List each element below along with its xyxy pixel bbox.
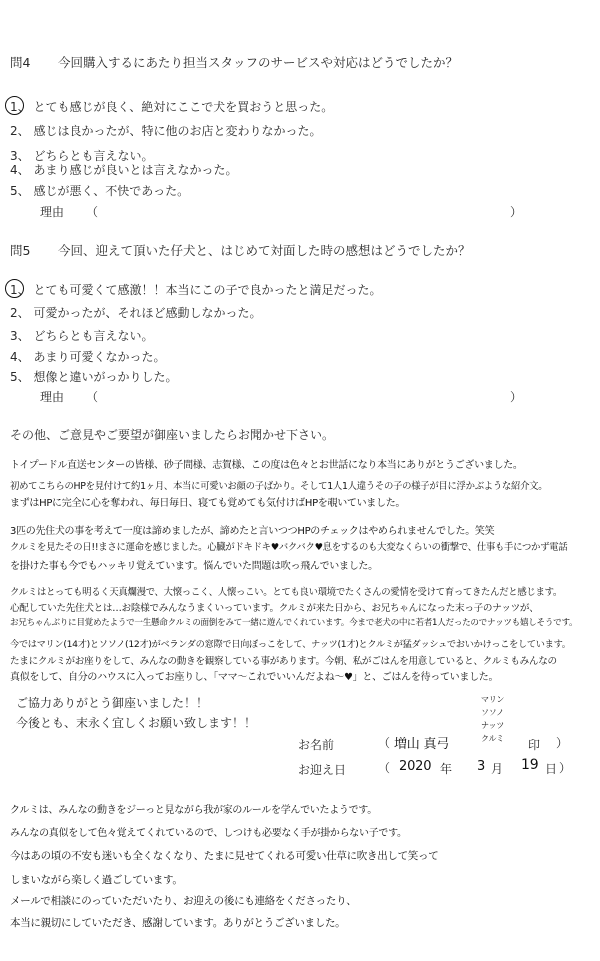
- q4-option-5: 5、 感じが悪く、不快であった。: [10, 184, 190, 198]
- note-line: 今はあの頃の不安も迷いも全くなくなり、たまに見せてくれる可愛い仕草に吹き出して笑って: [10, 850, 439, 862]
- date-day: 19: [521, 757, 539, 773]
- q5-question: 今回、迎えて頂いた仔犬と、はじめて対面した時の感想はどうでしたか？: [58, 243, 471, 258]
- date-month-unit: 月: [491, 762, 504, 776]
- date-day-unit: 日: [545, 762, 558, 776]
- name-label: お名前: [298, 738, 335, 752]
- comment-line: を掛けた事も今でもハッキリ覚えています。悩んでいた問題は吹っ飛んでいました。: [10, 561, 378, 572]
- date-month: 3: [477, 759, 486, 774]
- note-line: 本当に親切にしていただき、感謝しています。ありがとうございました。: [10, 917, 346, 929]
- q5-reason-open: （: [86, 390, 99, 404]
- other-prompt: その他、ご意見やご要望が御座いましたらお聞かせ下さい。: [10, 428, 335, 442]
- q5-label: 問5: [10, 243, 31, 258]
- dog-name: ナッツ: [481, 721, 504, 730]
- date-year: 2020: [399, 759, 432, 774]
- comment-line: トイプードル直送センターの皆様、砂子間様、志賀様、この度は色々とお世話になり本当にありがとうございました。: [10, 460, 523, 471]
- dog-name: マリン: [481, 695, 505, 704]
- name-value: 増山 真弓: [394, 737, 450, 752]
- note-line: しまいながら楽しく過ごしています。: [10, 874, 183, 886]
- q4-question: 今回購入するにあたり担当スタッフのサービスや対応はどうでしたか？: [58, 55, 459, 70]
- q4-option-2: 2、 感じは良かったが、特に他のお店と変わりなかった。: [10, 124, 322, 138]
- q5-reason-label: 理由: [40, 390, 65, 404]
- date-label: お迎え日: [298, 763, 347, 777]
- q4-reason-label: 理由: [40, 205, 65, 219]
- name-open: （: [378, 736, 391, 750]
- name-close: ）: [556, 736, 569, 750]
- thanks-line: 今後とも、末永く宜しくお願い致します！！: [16, 716, 257, 730]
- comment-line: 初めてこちらのHPを見付けて約1ヶ月、本当に可愛いお顔の子ばかり。そして1人1人違うその子の様子が目に浮かぶような紹介文。: [10, 481, 548, 492]
- q4-option-1: 1、 とても感じが良く、絶対にここで犬を買おうと思った。: [10, 100, 334, 114]
- comment-line: クルミはとっても明るく天真爛漫で、大懐っこく、人懐っこい。とても良い環境でたくさんの愛情を受けて育ってきたんだと感じます。: [10, 587, 562, 598]
- note-line: クルミは、みんなの動きをジーっと見ながら我が家のルールを学んでいたようです。: [10, 805, 377, 816]
- comment-line: たまにクルミがお座りをして、みんなの動きを観察している事があります。今朝、私がごはんを用意していると、クルミもみんなの: [10, 656, 557, 667]
- dog-name: ソソノ: [481, 708, 504, 717]
- q4-reason-close: ）: [510, 205, 523, 219]
- comment-line: クルミを見たその日!!まさに運命を感じました。心臓がドキドキ♥バクバク♥息をするのも大変なくらいの衝撃で、仕事も手につかず電話: [10, 542, 568, 553]
- note-line: みんなの真似をして色々覚えてくれているので、しつけも必要なく手が掛からない子です。: [10, 828, 407, 839]
- q5-option-2: 2、 可愛かったが、それほど感動しなかった。: [10, 306, 262, 320]
- date-year-unit: 年: [440, 762, 453, 776]
- comment-line: 3匹の先住犬の事を考えて一度は諦めましたが、諦めたと言いつつHPのチェックはやめられませんでした。笑笑: [10, 526, 495, 537]
- comment-line: 真似をして、自分のハウスに入ってお座りし、「ママ〜これでいいんだよね〜♥」と、ごはんを待っていました。: [10, 672, 499, 683]
- thanks-line: ご協力ありがとう御座いました！！: [16, 696, 209, 710]
- seal-label: 印: [528, 738, 541, 752]
- dog-name: クルミ: [481, 734, 504, 743]
- q4-reason-open: （: [86, 205, 99, 219]
- q5-option-1: 1、 とても可愛くて感激！！本当にこの子で良かったと満足だった。: [10, 283, 382, 297]
- comment-line: まずはHPに完全に心を奪われ、毎日毎日、寝ても覚めても気付けばHPを覗いていました。: [10, 498, 406, 509]
- q4-option-4: 4、 あまり感じが良いとは言えなかった。: [10, 163, 238, 177]
- q5-option-4: 4、 あまり可愛くなかった。: [10, 350, 166, 364]
- q4-option-3: 3、 どちらとも言えない。: [10, 149, 154, 163]
- date-close: ）: [559, 761, 572, 775]
- q5-option-3: 3、 どちらとも言えない。: [10, 329, 154, 343]
- q5-reason-close: ）: [510, 390, 523, 404]
- note-line: メールで相談にのっていただいたり、お迎えの後にも連絡をくださったり、: [10, 895, 357, 907]
- comment-line: お兄ちゃんぶりに目覚めたようで一生懸命クルミの面倒をみて一緒に遊んでくれています。今まで老犬の中に若者1人だったのでナッツも嬉しそうです。: [10, 618, 578, 628]
- comment-line: 今ではマリン(14才)とソソノ(12才)がベランダの窓際で日向ぼっこをして、ナッツ(1才)とクルミが猛ダッシュでおいかけっこをしています。: [10, 639, 571, 650]
- q5-option-5: 5、 想像と違いがっかりした。: [10, 370, 178, 384]
- comment-line: 心配していた先住犬とは…お陰様でみんなうまくいっています。クルミが来た日から、お兄ちゃんになった末っ子のナッツが、: [10, 603, 539, 614]
- q4-label: 問4: [10, 55, 31, 70]
- date-open: （: [378, 761, 391, 775]
